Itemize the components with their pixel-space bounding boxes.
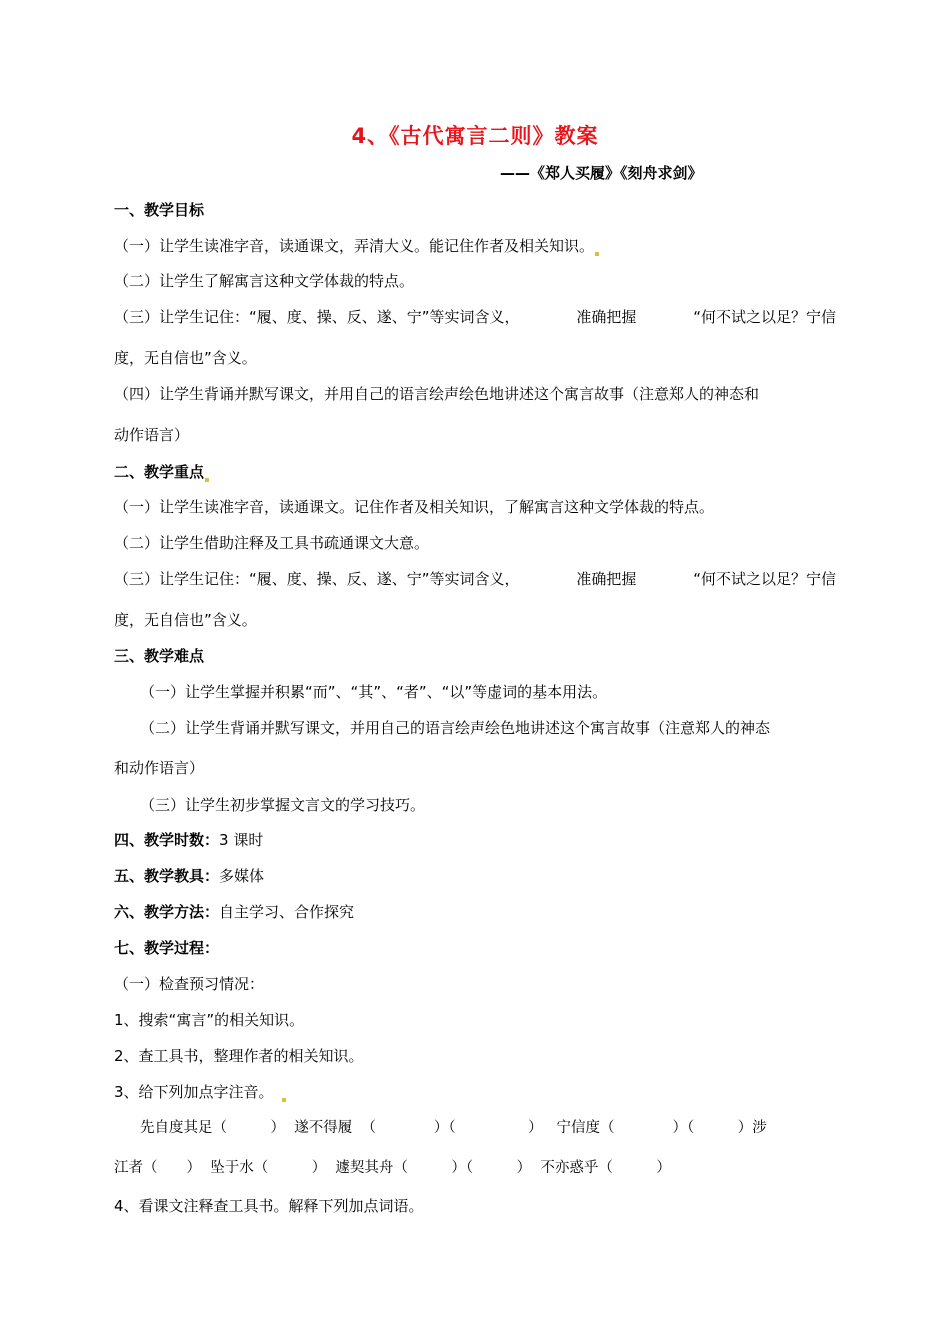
section-heading-difficulties: 三、教学难点 [114,647,205,665]
document-title: 4、《古代寓言二则》教案 [351,124,599,148]
section-heading-key-points: 二、教学重点 [114,462,209,482]
key-point-3-cont: 度，无自信也”含义。 [114,611,257,629]
objective-3-cont: 度，无自信也”含义。 [114,349,257,367]
objective-2: （二）让学生了解寓言这种文学体裁的特点。 [114,272,415,290]
objective-4-cont: 动作语言） [114,426,190,444]
section-heading-process: 七、教学过程： [114,939,220,957]
task-2: 2、查工具书，整理作者的相关知识。 [114,1047,364,1065]
difficulty-3: （三）让学生初步掌握文言文的学习技巧。 [140,796,426,814]
difficulty-2-cont: 和动作语言） [114,759,205,777]
difficulty-2: （二）让学生背诵并默写课文，并用自己的语言绘声绘色地讲述这个寓言故事（注意郑人的神态 [140,719,771,737]
process-step-1: （一）检查预习情况： [114,975,265,993]
editor-mark [205,478,209,482]
pinyin-exercise-row-2: 江者（ ） 坠于水（ ） 遽契其舟（ ）（ ） 不亦惑乎（ ） [114,1160,671,1176]
objective-4: （四）让学生背诵并默写课文，并用自己的语言绘声绘色地讲述这个寓言故事（注意郑人的神态和 [114,385,760,403]
key-point-3: （三）让学生记住：“履、度、操、反、遂、宁”等实词含义， 准确把握 “何不试之以足？宁信 [114,570,836,588]
difficulty-1: （一）让学生掌握并积累“而”、“其”、“者”、“以”等虚词的基本用法。 [140,683,608,701]
section-heading-objectives: 一、教学目标 [114,201,205,219]
pinyin-exercise-row-1: 先自度其足（ ） 遂不得履 （ ）（ ） 宁信度（ ）（ ）涉 [140,1120,767,1136]
key-point-2: （二）让学生借助注释及工具书疏通课文大意。 [114,534,430,552]
objective-1: （一）让学生读准字音，读通课文，弄清大义。能记住作者及相关知识。 [114,236,599,256]
key-point-1: （一）让学生读准字音，读通课文。记住作者及相关知识，了解寓言这种文学体裁的特点。 [114,498,715,516]
objective-3: （三）让学生记住：“履、度、操、反、遂、宁”等实词含义， 准确把握 “何不试之以足？宁信 [114,308,836,326]
task-4: 4、看课文注释查工具书。解释下列加点词语。 [114,1197,424,1215]
document-subtitle: ——《郑人买履》《刻舟求剑》 [500,164,703,182]
editor-mark [595,252,599,256]
task-1: 1、搜索“寓言”的相关知识。 [114,1011,305,1029]
teaching-tools: 五、教学教具：多媒体 [114,867,265,885]
editor-mark [282,1098,286,1102]
task-3: 3、给下列加点字注音。 [114,1082,286,1102]
teaching-methods: 六、教学方法：自主学习、合作探究 [114,903,355,921]
class-hours: 四、教学时数：3 课时 [114,831,264,849]
